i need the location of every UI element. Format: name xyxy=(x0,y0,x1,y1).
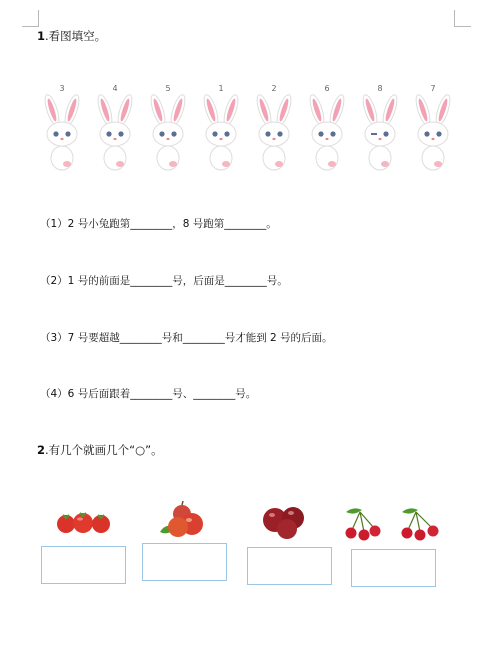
rabbit-icon xyxy=(248,90,300,174)
answer-box-apple[interactable] xyxy=(142,543,227,581)
question-1-line-3: （3）7 号要超越________号和________号才能到 2 号的后面。 xyxy=(40,332,333,344)
rabbit-icon xyxy=(195,90,247,174)
rabbit-number: 7 xyxy=(430,84,436,93)
rabbit-icon xyxy=(89,90,141,174)
rabbit-number: 5 xyxy=(165,84,171,93)
question-1-heading xyxy=(37,28,106,44)
rabbit-number: 1 xyxy=(218,84,224,93)
rabbit-icon xyxy=(354,90,406,174)
rabbit-number: 3 xyxy=(59,84,65,93)
question-1-number: 1 xyxy=(37,29,46,43)
rabbit xyxy=(301,84,353,174)
rabbit-number: 6 xyxy=(324,84,330,93)
rabbit-number: 8 xyxy=(377,84,383,93)
question-1-line-4: （4）6 号后面跟着________号、________号。 xyxy=(40,388,257,400)
cherry-icon xyxy=(340,506,448,542)
rabbit xyxy=(354,84,406,174)
question-2-number: 2 xyxy=(37,443,46,457)
question-1-title: .看图填空。 xyxy=(45,29,107,43)
rabbit xyxy=(248,84,300,174)
rabbit xyxy=(142,84,194,174)
question-2-title: .有几个就画几个“○”。 xyxy=(45,443,163,457)
rabbit-number: 4 xyxy=(112,84,118,93)
rabbit-icon xyxy=(142,90,194,174)
question-1-line-2: （2）1 号的前面是________号，后面是________号。 xyxy=(40,275,288,287)
rabbit xyxy=(407,84,459,174)
rabbit-icon xyxy=(407,90,459,174)
answer-box-cherry[interactable] xyxy=(351,549,436,587)
tomato-icon xyxy=(54,506,114,536)
apple-icon xyxy=(156,500,206,540)
rabbit-icon xyxy=(36,90,88,174)
rabbit xyxy=(195,84,247,174)
answer-box-tomato[interactable] xyxy=(41,546,126,584)
rabbit-icon xyxy=(301,90,353,174)
rabbit-row xyxy=(36,84,456,174)
rabbit xyxy=(89,84,141,174)
rabbit-number: 2 xyxy=(271,84,277,93)
question-2-heading xyxy=(37,442,163,458)
page-corner-mark-left xyxy=(22,10,39,27)
answer-box-plum[interactable] xyxy=(247,547,332,585)
question-1-line-1: （1）2 号小兔跑第________，8 号跑第________。 xyxy=(40,218,277,230)
rabbit xyxy=(36,84,88,174)
plum-icon xyxy=(260,504,312,540)
page-corner-mark-right xyxy=(454,10,471,27)
